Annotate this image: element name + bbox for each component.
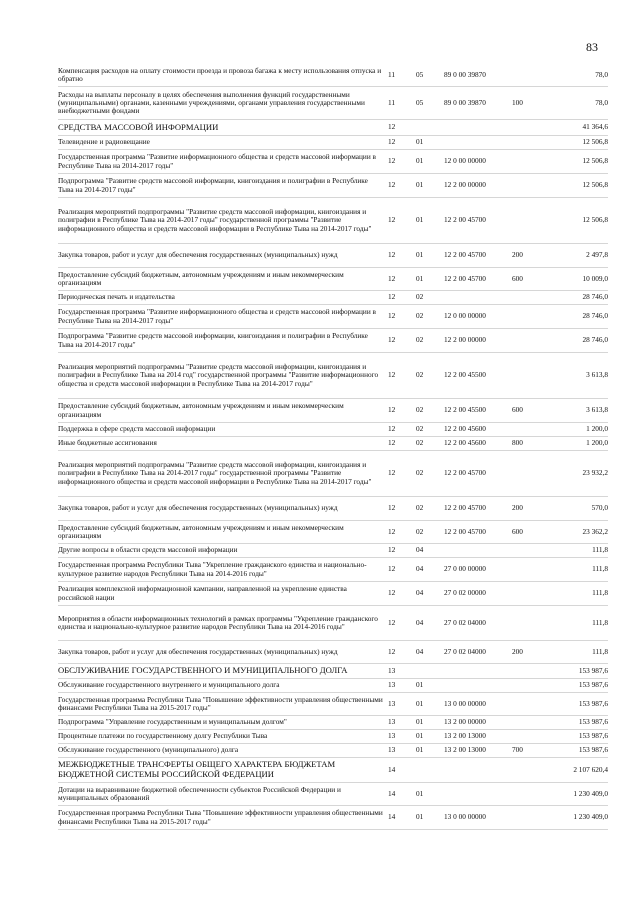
row-target-article: 13 0 00 00000 [444, 698, 486, 708]
row-razdel: 12 [388, 503, 396, 513]
row-target-article: 27 0 02 00000 [444, 588, 486, 598]
row-name: Другие вопросы в области средств массовой информации [58, 545, 238, 555]
row-target-article: 27 0 02 04000 [444, 617, 486, 627]
row-target-article: 12 2 00 45700 [444, 215, 486, 225]
table-row [58, 87, 608, 120]
row-name: Иные бюджетные ассигнования [58, 438, 157, 448]
table-row [58, 329, 608, 353]
row-razdel: 13 [388, 717, 396, 727]
row-name: Обслуживание государственного внутреннего и муниципального долга [58, 680, 280, 690]
table-row [58, 783, 608, 806]
row-target-article: 12 0 00 00000 [444, 311, 486, 321]
row-name: Поддержка в сфере средств массовой информации [58, 424, 216, 434]
row-sum: 28 746,0 [582, 292, 608, 302]
row-razdel: 12 [388, 617, 396, 627]
row-sum: 78,0 [595, 97, 608, 107]
row-target-article: 12 2 00 45500 [444, 370, 486, 380]
row-sum: 78,0 [595, 69, 608, 79]
page-number: 83 [586, 40, 598, 54]
table-row [58, 679, 608, 693]
row-podrazdel: 04 [416, 545, 424, 555]
row-name: Реализация мероприятий подпрограммы "Развитие средств массовой информации, книгоиздания и полиграфии в Республике Тыва на 2014-2017 годы" государственной программы "Развитие информационного общества и средств массовой информации в Республике Тыва на 2014-2017 годы" [58, 460, 372, 486]
row-razdel: 12 [388, 405, 396, 415]
row-expense-type: 200 [512, 250, 523, 260]
table-row [58, 716, 608, 730]
row-podrazdel: 02 [416, 311, 424, 321]
row-razdel: 14 [388, 788, 396, 798]
row-sum: 1 230 409,0 [573, 788, 608, 798]
row-razdel: 13 [388, 665, 396, 675]
row-razdel: 14 [388, 764, 396, 774]
row-name: Государственная программа "Развитие информационного общества и средств массовой информации в Республике Тыва на 2014-2017 годы" [58, 307, 376, 325]
row-sum: 153 987,6 [578, 745, 608, 755]
row-sum: 153 987,6 [578, 665, 608, 675]
table-row [58, 582, 608, 606]
row-target-article: 12 2 00 00000 [444, 180, 486, 190]
row-target-article: 12 2 00 45700 [444, 250, 486, 260]
row-name: Государственная программа Республики Тыва "Укрепление гражданского единства и национально-культурное развитие народов Республики Тыва на 2014-2016 годы" [58, 560, 367, 578]
row-sum: 12 506,8 [582, 156, 608, 166]
row-name: Закупка товаров, работ и услуг для обеспечения государственных (муниципальных) нужд [58, 646, 338, 656]
row-target-article: 12 2 00 45500 [444, 405, 486, 415]
row-name: Закупка товаров, работ и услуг для обеспечения государственных (муниципальных) нужд [58, 503, 338, 513]
row-target-article: 27 0 02 04000 [444, 646, 486, 656]
row-podrazdel: 04 [416, 617, 424, 627]
row-name: Закупка товаров, работ и услуг для обеспечения государственных (муниципальных) нужд [58, 250, 338, 260]
row-podrazdel: 01 [416, 731, 424, 741]
row-razdel: 12 [388, 526, 396, 536]
table-row [58, 399, 608, 423]
row-target-article: 12 2 00 00000 [444, 335, 486, 345]
row-sum: 111,8 [592, 617, 608, 627]
row-podrazdel: 01 [416, 215, 424, 225]
row-target-article: 13 2 00 13000 [444, 731, 486, 741]
row-name: Предоставление субсидий бюджетным, автономным учреждениям и иным некоммерческим организациям [58, 522, 344, 540]
row-expense-type: 600 [512, 273, 523, 283]
row-razdel: 11 [388, 69, 396, 79]
row-podrazdel: 01 [416, 788, 424, 798]
row-podrazdel: 02 [416, 424, 424, 434]
row-target-article: 12 2 00 45700 [444, 273, 486, 283]
row-sum: 153 987,6 [578, 731, 608, 741]
row-podrazdel: 05 [416, 97, 424, 107]
row-razdel: 12 [388, 370, 396, 380]
row-podrazdel: 02 [416, 468, 424, 478]
row-name: Дотации на выравнивание бюджетной обеспеченности субъектов Российской Федерации и муниципальных образований [58, 784, 341, 802]
row-target-article: 12 0 00 00000 [444, 156, 486, 166]
row-name: Предоставление субсидий бюджетным, автономным учреждениям и иным некоммерческим организациям [58, 401, 344, 419]
row-name: Подпрограмма "Управление государственным и муниципальным долгом" [58, 717, 287, 727]
table-row [58, 497, 608, 521]
table-row [58, 730, 608, 744]
table-row [58, 451, 608, 497]
row-razdel: 12 [388, 468, 396, 478]
row-sum: 1 230 409,0 [573, 812, 608, 822]
row-podrazdel: 01 [416, 273, 424, 283]
row-target-article: 89 0 00 39870 [444, 97, 486, 107]
row-target-article: 13 2 00 13000 [444, 745, 486, 755]
row-expense-type: 600 [512, 526, 523, 536]
row-podrazdel: 04 [416, 646, 424, 656]
table-row [58, 693, 608, 716]
row-name: МЕЖБЮДЖЕТНЫЕ ТРАНСФЕРТЫ ОБЩЕГО ХАРАКТЕРА БЮДЖЕТАМ БЮДЖЕТНОЙ СИСТЕМЫ РОССИЙСКОЙ ФЕДЕРАЦИИ [58, 759, 336, 779]
table-row [58, 806, 608, 830]
row-name: Подпрограмма "Развитие средств массовой информации, книгоиздания и полиграфии в Республике Тыва на 2014-2017 годы" [58, 176, 368, 194]
row-target-article: 13 2 00 00000 [444, 717, 486, 727]
table-row [58, 305, 608, 329]
row-razdel: 12 [388, 180, 396, 190]
row-razdel: 11 [388, 97, 396, 107]
table-row [58, 606, 608, 641]
row-sum: 1 200,0 [586, 424, 608, 434]
row-razdel: 12 [388, 137, 396, 147]
row-name: Телевидение и радиовещание [58, 137, 150, 147]
row-razdel: 14 [388, 812, 396, 822]
row-razdel: 12 [388, 250, 396, 260]
table-row [58, 744, 608, 758]
row-sum: 111,8 [592, 564, 608, 574]
row-sum: 111,8 [592, 588, 608, 598]
row-razdel: 12 [388, 273, 396, 283]
budget-table [58, 64, 608, 830]
row-expense-type: 800 [512, 438, 523, 448]
row-name: СРЕДСТВА МАССОВОЙ ИНФОРМАЦИИ [58, 121, 219, 132]
row-sum: 28 746,0 [582, 311, 608, 321]
row-target-article: 13 0 00 00000 [444, 812, 486, 822]
row-podrazdel: 02 [416, 405, 424, 415]
table-row [58, 437, 608, 451]
row-sum: 111,8 [592, 646, 608, 656]
row-name: Периодическая печать и издательства [58, 292, 175, 302]
row-name: Предоставление субсидий бюджетным, автономным учреждениям и иным некоммерческим организациям [58, 269, 344, 287]
row-podrazdel: 01 [416, 137, 424, 147]
table-row [58, 268, 608, 291]
table-row [58, 291, 608, 305]
row-podrazdel: 02 [416, 292, 424, 302]
row-name: Государственная программа Республики Тыва "Повышение эффективности управления общественными финансами Республики Тыва на 2015-2017 годы" [58, 808, 383, 826]
table-row [58, 544, 608, 558]
row-expense-type: 200 [512, 503, 523, 513]
row-razdel: 12 [388, 122, 396, 132]
row-target-article: 12 2 00 45700 [444, 526, 486, 536]
row-sum: 1 200,0 [586, 438, 608, 448]
table-row [58, 136, 608, 150]
row-razdel: 12 [388, 564, 396, 574]
row-sum: 570,0 [591, 503, 608, 513]
table-row [58, 353, 608, 399]
table-row [58, 641, 608, 664]
table-row [58, 174, 608, 198]
row-podrazdel: 02 [416, 526, 424, 536]
row-sum: 23 362,2 [582, 526, 608, 536]
row-name: Реализация комплексной информационной кампании, направленной на укрепление единства российской нации [58, 584, 347, 602]
row-sum: 3 613,8 [586, 405, 608, 415]
row-expense-type: 600 [512, 405, 523, 415]
row-name: Реализация мероприятий подпрограммы "Развитие средств массовой информации, книгоиздания и полиграфии в Республике Тыва на 2014-2017 годы" государственной программы "Развитие информационного общества и средств массовой информации в Республике Тыва на 2014-2017 годы" [58, 207, 372, 233]
row-sum: 41 364,6 [582, 122, 608, 132]
row-sum: 153 987,6 [578, 717, 608, 727]
row-target-article: 12 2 00 45700 [444, 468, 486, 478]
row-razdel: 12 [388, 545, 396, 555]
table-row [58, 198, 608, 244]
row-target-article: 12 2 00 45600 [444, 424, 486, 434]
row-sum: 153 987,6 [578, 698, 608, 708]
row-sum: 28 746,0 [582, 335, 608, 345]
row-razdel: 13 [388, 698, 396, 708]
row-sum: 12 506,8 [582, 180, 608, 190]
row-name: Государственная программа "Развитие информационного общества и средств массовой информации в Республике Тыва на 2014-2017 годы" [58, 152, 376, 170]
row-razdel: 12 [388, 335, 396, 345]
row-razdel: 12 [388, 646, 396, 656]
row-podrazdel: 01 [416, 180, 424, 190]
row-name: Подпрограмма "Развитие средств массовой информации, книгоиздания и полиграфии в Республике Тыва на 2014-2017 годы" [58, 331, 368, 349]
table-row [58, 558, 608, 582]
row-name: Реализация мероприятий подпрограммы "Развитие средств массовой информации, книгоиздания и полиграфии в Республике Тыва на 2014 год" государственной программы "Развитие информационного общества и средств массовой информации в Республике Тыва на 2014-2017 годы" [58, 362, 379, 388]
row-podrazdel: 02 [416, 370, 424, 380]
row-sum: 153 987,6 [578, 680, 608, 690]
row-razdel: 13 [388, 731, 396, 741]
row-razdel: 12 [388, 311, 396, 321]
row-target-article: 12 2 00 45600 [444, 438, 486, 448]
row-podrazdel: 04 [416, 564, 424, 574]
row-name: Процентные платежи по государственному долгу Республики Тыва [58, 731, 268, 741]
row-razdel: 12 [388, 156, 396, 166]
row-expense-type: 200 [512, 646, 523, 656]
row-razdel: 12 [388, 292, 396, 302]
row-name: ОБСЛУЖИВАНИЕ ГОСУДАРСТВЕННОГО И МУНИЦИПАЛЬНОГО ДОЛГА [58, 665, 348, 676]
row-podrazdel: 05 [416, 69, 424, 79]
row-podrazdel: 01 [416, 698, 424, 708]
table-row [58, 244, 608, 268]
row-podrazdel: 02 [416, 438, 424, 448]
row-name: Мероприятия в области информационных технологий в рамках программы "Укрепление гражданского единства и национально-культурное развитие народов Республики Тыва на 2014-2016 годы" [58, 613, 378, 631]
row-sum: 2 497,8 [586, 250, 608, 260]
table-row [58, 64, 608, 87]
row-sum: 111,8 [592, 545, 608, 555]
table-row [58, 521, 608, 544]
row-razdel: 12 [388, 438, 396, 448]
row-name: Обслуживание государственного (муниципального) долга [58, 745, 239, 755]
row-podrazdel: 01 [416, 250, 424, 260]
row-podrazdel: 01 [416, 812, 424, 822]
row-target-article: 12 2 00 45700 [444, 503, 486, 513]
row-razdel: 12 [388, 588, 396, 598]
row-razdel: 12 [388, 215, 396, 225]
row-expense-type: 100 [512, 97, 523, 107]
row-podrazdel: 01 [416, 156, 424, 166]
row-podrazdel: 04 [416, 588, 424, 598]
row-expense-type: 700 [512, 745, 523, 755]
row-name: Компенсация расходов на оплату стоимости проезда и провоза багажа к месту использования отпуска и обратно [58, 65, 382, 83]
row-podrazdel: 01 [416, 717, 424, 727]
section-row [58, 664, 608, 679]
row-razdel: 13 [388, 745, 396, 755]
table-row [58, 150, 608, 174]
row-razdel: 12 [388, 424, 396, 434]
table-row [58, 423, 608, 437]
row-podrazdel: 01 [416, 680, 424, 690]
section-row [58, 758, 608, 783]
row-target-article: 89 0 00 39870 [444, 69, 486, 79]
section-row [58, 120, 608, 136]
row-sum: 3 613,8 [586, 370, 608, 380]
row-sum: 10 009,0 [582, 273, 608, 283]
row-podrazdel: 02 [416, 503, 424, 513]
row-target-article: 27 0 00 00000 [444, 564, 486, 574]
row-name: Расходы на выплаты персоналу в целях обеспечения выполнения функций государственными (муниципальными) органами, казенными учреждениями, органами управления государственными внебюджетными фондами [58, 89, 365, 116]
row-razdel: 13 [388, 680, 396, 690]
row-sum: 23 932,2 [582, 468, 608, 478]
row-podrazdel: 02 [416, 335, 424, 345]
row-sum: 12 506,8 [582, 215, 608, 225]
row-podrazdel: 01 [416, 745, 424, 755]
row-name: Государственная программа Республики Тыва "Повышение эффективности управления общественными финансами Республики Тыва на 2015-2017 годы" [58, 694, 383, 712]
row-sum: 12 506,8 [582, 137, 608, 147]
row-sum: 2 107 620,4 [573, 764, 608, 774]
